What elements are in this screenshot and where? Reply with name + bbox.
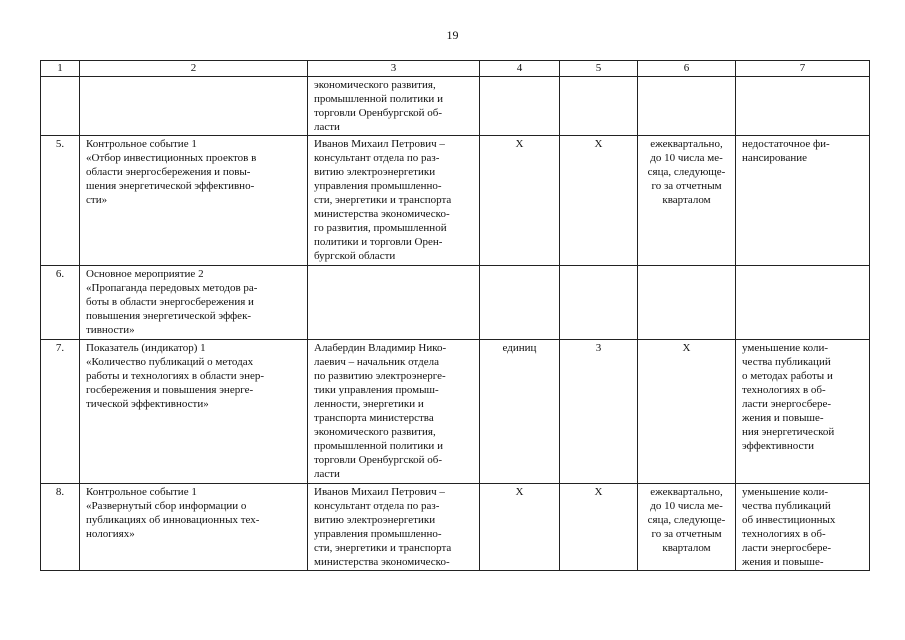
table-row xyxy=(41,266,870,340)
row-deadline xyxy=(638,266,736,340)
row-unit: Х xyxy=(480,484,560,571)
column-header: 3 xyxy=(308,61,480,77)
row-responsible: экономического развития, промышленной политики и торговли Оренбургской об- ласти xyxy=(308,77,480,136)
row-consequences: уменьшение коли- чества публикаций о методах работы и технологиях в об- ласти энергосбере- жения и повыше- ния энергетической эффективности xyxy=(736,340,870,484)
row-number: 8. xyxy=(41,484,80,571)
column-header: 2 xyxy=(80,61,308,77)
row-unit xyxy=(480,266,560,340)
row-description: Контрольное событие 1 «Развернутый сбор информации о публикациях об инновационных тех- нологиях» xyxy=(80,484,308,571)
row-unit xyxy=(480,77,560,136)
row-value: 3 xyxy=(560,340,638,484)
row-number: 7. xyxy=(41,340,80,484)
plan-table xyxy=(40,60,870,571)
row-number: 5. xyxy=(41,136,80,266)
row-deadline: ежеквартально, до 10 числа ме- сяца, следующе- го за отчетным кварталом xyxy=(638,136,736,266)
row-consequences: уменьшение коли- чества публикаций об инвестиционных технологиях в об- ласти энергосбере- жения и повыше- xyxy=(736,484,870,571)
row-consequences xyxy=(736,266,870,340)
row-unit: Х xyxy=(480,136,560,266)
column-header: 7 xyxy=(736,61,870,77)
column-header: 4 xyxy=(480,61,560,77)
table-row xyxy=(41,340,870,484)
row-value xyxy=(560,266,638,340)
row-responsible xyxy=(308,266,480,340)
row-value: Х xyxy=(560,484,638,571)
row-deadline xyxy=(638,77,736,136)
row-description: Показатель (индикатор) 1 «Количество публикаций о методах работы и технологиях в области энер- госбережения и повышения энерге- тической эффективности» xyxy=(80,340,308,484)
row-responsible: Иванов Михаил Петрович – консультант отдела по раз- витию электроэнергетики управления промышленно- сти, энергетики и транспорта министерства экономическо- xyxy=(308,484,480,571)
row-consequences xyxy=(736,77,870,136)
row-deadline: ежеквартально, до 10 числа ме- сяца, следующе- го за отчетным кварталом xyxy=(638,484,736,571)
row-description xyxy=(80,77,308,136)
row-number xyxy=(41,77,80,136)
page-number: 19 xyxy=(446,28,459,42)
row-deadline: Х xyxy=(638,340,736,484)
row-unit: единиц xyxy=(480,340,560,484)
row-description: Основное мероприятие 2 «Пропаганда передовых методов ра- боты в области энергосбережения и повышения энергетической эффек- тивности» xyxy=(80,266,308,340)
column-header: 6 xyxy=(638,61,736,77)
table-header-row xyxy=(41,61,870,77)
row-responsible: Алабердин Владимир Нико- лаевич – начальник отдела по развитию электроэнерге- тики управления промыш- ленности, энергетики и транспорта министерства экономического развития, промышленной политики и торговли Оренбургской об- ласти xyxy=(308,340,480,484)
row-value: Х xyxy=(560,136,638,266)
table-row xyxy=(41,484,870,571)
row-consequences: недостаточное фи- нансирование xyxy=(736,136,870,266)
row-description: Контрольное событие 1 «Отбор инвестиционных проектов в области энергосбережения и повы- шения энергетической эффективно- сти» xyxy=(80,136,308,266)
table-row xyxy=(41,77,870,136)
row-responsible: Иванов Михаил Петрович – консультант отдела по раз- витию электроэнергетики управления промышленно- сти, энергетики и транспорта министерства экономическо- го развития, промышленной политики и торговли Орен- бургской области xyxy=(308,136,480,266)
table-row xyxy=(41,136,870,266)
column-header: 1 xyxy=(41,61,80,77)
column-header: 5 xyxy=(560,61,638,77)
row-value xyxy=(560,77,638,136)
row-number: 6. xyxy=(41,266,80,340)
